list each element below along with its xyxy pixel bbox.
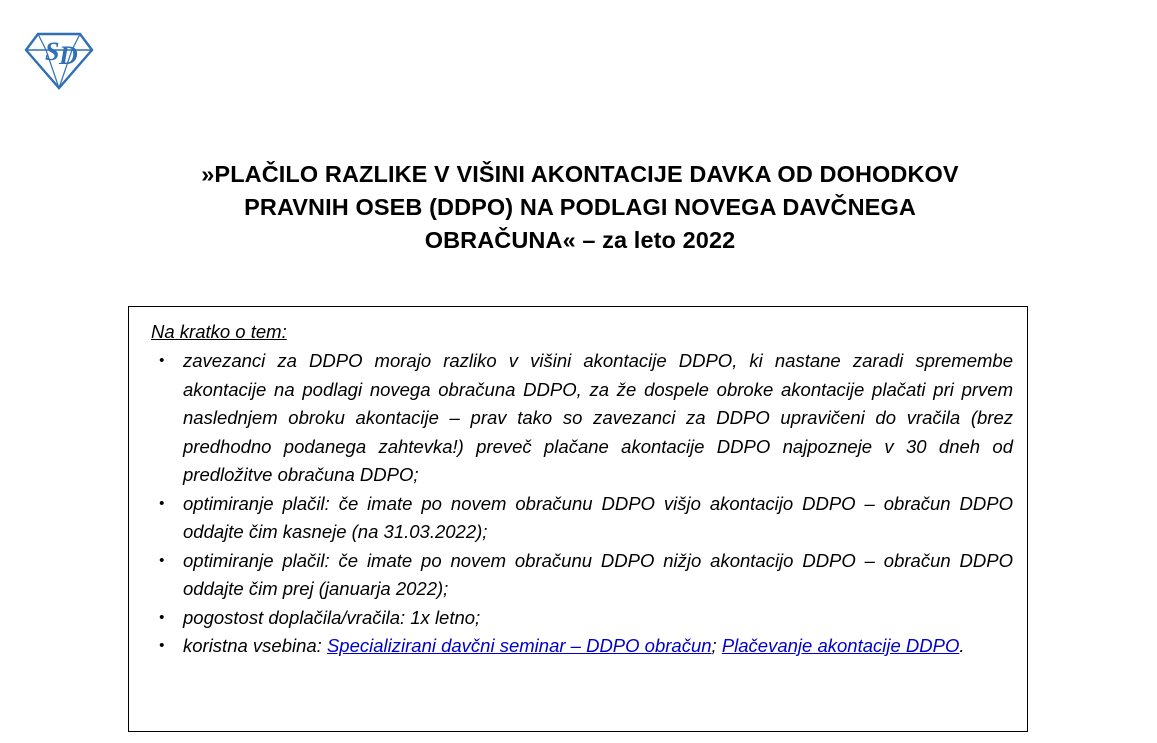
list-item xyxy=(151,490,1013,547)
list-item xyxy=(151,604,1013,633)
list-item-suffix: . xyxy=(959,635,965,656)
list-item xyxy=(151,547,1013,604)
list-item xyxy=(151,347,1013,490)
svg-text:S: S xyxy=(45,37,60,66)
bullet-list xyxy=(143,347,1013,661)
list-item-text: optimiranje plačil: če imate po novem obračunu DDPO nižjo akontacijo DDPO – obračun DDPO oddajte čim prej (januarja 2022); xyxy=(183,549,1013,599)
bullet-icon: • xyxy=(159,494,165,512)
bullet-icon: • xyxy=(159,551,165,569)
list-item-text: pogostost doplačila/vračila: 1x letno; xyxy=(183,606,481,628)
list-item-text: zavezanci za DDPO morajo razliko v višini akontacije DDPO, ki nastane zaradi spremembe akontacije na podlagi novega obračuna DDPO, za že dospele obroke akontacije plačati pri prvem naslednjem obroku akontacije – prav tako so zavezanci za DDPO upravičeni do vračila (brez predhodno podanega zahtevka!) preveč plačane akontacije DDPO najpozneje v 30 dneh od predložitve obračuna DDPO; xyxy=(183,350,1013,485)
link-separator: ; xyxy=(711,635,722,656)
intro-heading: Na kratko o tem: xyxy=(151,321,287,342)
title-line-1: »PLAČILO RAZLIKE V VIŠINI AKONTACIJE DAVKA OD DOHODKOV xyxy=(201,161,959,187)
bullet-icon: • xyxy=(159,352,165,369)
link-placevanje-akontacije[interactable]: Plačevanje akontacije DDPO xyxy=(721,635,960,656)
list-item-prefix: koristna vsebina: xyxy=(183,635,327,656)
title-line-2: PRAVNIH OSEB (DDPO) NA PODLAGI NOVEGA DAVČNEGA xyxy=(244,194,916,220)
list-item-links xyxy=(151,632,1013,661)
sd-diamond-logo xyxy=(18,24,100,96)
bullet-icon: • xyxy=(159,637,165,654)
bullet-icon: • xyxy=(159,608,165,626)
svg-text:D: D xyxy=(59,41,78,70)
page-title xyxy=(120,158,1040,257)
content-box xyxy=(128,306,1028,732)
company-logo xyxy=(18,24,100,96)
title-line-3: OBRAČUNA« – za leto 2022 xyxy=(424,227,736,253)
link-ddpo-seminar[interactable]: Specializirani davčni seminar – DDPO obračun xyxy=(326,635,712,656)
list-item-text: optimiranje plačil: če imate po novem obračunu DDPO višjo akontacijo DDPO – obračun DDPO oddajte čim kasneje (na 31.03.2022); xyxy=(183,492,1013,542)
